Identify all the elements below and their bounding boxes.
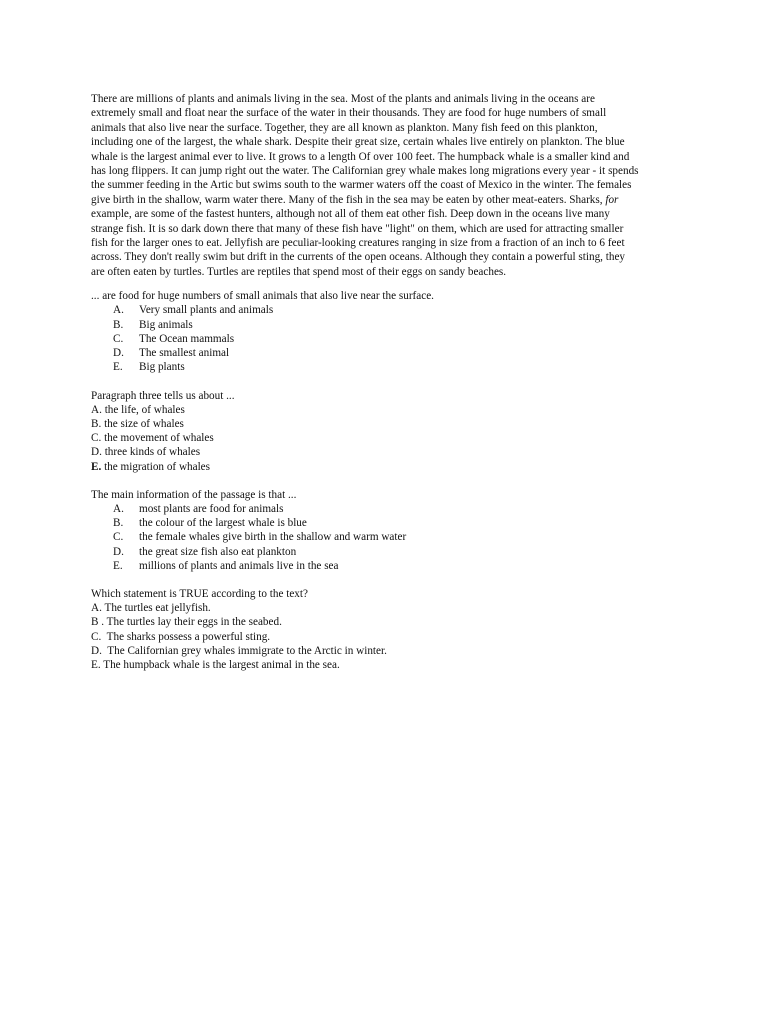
option-letter: A. [113, 304, 124, 317]
option-text: Big animals [139, 318, 193, 331]
answer-option-b[interactable] [91, 516, 691, 530]
option-text: Very small plants and animals [139, 304, 274, 317]
option-text: The turtles eat jellyfish. [101, 602, 211, 615]
answer-option-e[interactable] [91, 460, 691, 474]
option-text: millions of plants and animals live in the sea [139, 559, 339, 572]
option-text: The humpback whale is the largest animal in the sea. [100, 658, 340, 671]
answer-options [91, 601, 691, 672]
answer-option-c[interactable] [91, 431, 691, 445]
passage-line: are often eaten by turtles. Turtles are reptiles that spend most of their eggs on sandy beaches. [91, 265, 507, 278]
passage-line: extremely small and float near the surface of the water in their thousands. They are food for huge numbers of small [91, 107, 607, 120]
question-2 [91, 389, 691, 474]
option-letter: E. [91, 658, 101, 671]
option-text: the migration of whales [101, 460, 211, 473]
passage-line [91, 193, 691, 207]
question-3 [91, 488, 691, 573]
option-text: the colour of the largest whale is blue [139, 517, 307, 530]
option-letter: C. [113, 531, 124, 544]
option-letter: D. [91, 446, 102, 459]
answer-option-d[interactable] [91, 346, 691, 360]
passage-line: across. They don't really swim but drift in the currents of the open oceans. Although they contain a powerful sting, they [91, 251, 626, 264]
option-letter: C. [91, 432, 102, 445]
question-1 [91, 289, 691, 374]
answer-options [91, 303, 691, 374]
option-letter: D. [113, 347, 124, 360]
passage-line: There are millions of plants and animals living in the sea. Most of the plants and animals living in the oceans are [91, 93, 595, 105]
passage-line: strange fish. It is so dark down there that many of these fish have "light" on them, which are used for attracting smaller [91, 222, 624, 235]
option-text: Big plants [139, 361, 185, 374]
question-stem: ... are food for huge numbers of small animals that also live near the surface. [91, 290, 434, 303]
option-text: the great size fish also eat plankton [139, 545, 297, 558]
option-letter: C. [91, 630, 102, 643]
option-letter: B. [113, 318, 124, 331]
passage-line: whale is the largest animal ever to live. It grows to a length Of over 100 feet. The humpback whale is a smaller kind and [91, 150, 630, 163]
option-letter: D. [113, 545, 124, 558]
answer-option-c[interactable] [91, 630, 691, 644]
question-stem: Which statement is TRUE according to the text? [91, 587, 308, 600]
option-text: The turtles lay their eggs in the seabed. [104, 616, 282, 629]
question-stem: The main information of the passage is that ... [91, 488, 297, 501]
option-letter: B. [113, 517, 124, 530]
option-letter: C. [113, 332, 124, 345]
option-letter: E. [113, 559, 123, 572]
question-4 [91, 587, 691, 672]
answer-option-b[interactable] [91, 615, 691, 629]
answer-option-c[interactable] [91, 530, 691, 544]
answer-option-e[interactable] [91, 559, 691, 573]
passage-line: has long flippers. It can jump right out the water. The Californian grey whale makes long migrations every year - it spends [91, 165, 639, 178]
passage-line: fish for the larger ones to eat. Jellyfish are peculiar-looking creatures ranging in size from a fraction of an inch to 6 feet [91, 237, 625, 250]
passage-line-text: give birth in the shallow, warm water there. Many of the fish in the sea may be eaten by other meat-eaters. Sharks, [91, 193, 606, 206]
passage-line: including one of the largest, the whale shark. Despite their great size, certain whales live entirely on plankton. The blue [91, 136, 625, 149]
answer-option-b[interactable] [91, 417, 691, 431]
reading-passage [91, 92, 691, 279]
answer-option-a[interactable] [91, 303, 691, 317]
option-text: most plants are food for animals [139, 502, 284, 515]
answer-option-c[interactable] [91, 332, 691, 346]
answer-option-a[interactable] [91, 403, 691, 417]
answer-option-d[interactable] [91, 644, 691, 658]
option-text: three kinds of whales [101, 446, 201, 459]
question-stem: Paragraph three tells us about ... [91, 389, 235, 402]
answer-option-d[interactable] [91, 545, 691, 559]
answer-options [91, 502, 691, 573]
option-letter: A. [113, 502, 124, 515]
passage-line: example, are some of the fastest hunters, although not all of them eat other fish. Deep down in the oceans live many [91, 208, 610, 221]
option-letter: E. [113, 361, 123, 374]
option-text: The smallest animal [139, 347, 230, 360]
document-page [91, 92, 691, 672]
option-letter: E. [91, 460, 102, 473]
passage-line: the summer feeding in the Artic but swims south to the warmer waters off the coast of Mexico in the winter. The females [91, 179, 632, 192]
option-text: the female whales give birth in the shallow and warm water [139, 531, 407, 544]
option-text: the movement of whales [101, 432, 214, 445]
option-letter: A. [91, 403, 102, 416]
option-text: the size of whales [101, 417, 184, 430]
option-text: The Californian grey whales immigrate to the Arctic in winter. [101, 644, 387, 657]
option-text: The Ocean mammals [139, 332, 235, 345]
option-letter: A. [91, 602, 102, 615]
option-letter: D. [91, 644, 102, 657]
option-letter: B . [91, 616, 105, 629]
answer-option-a[interactable] [91, 601, 691, 615]
option-text: The sharks possess a powerful sting. [101, 630, 271, 643]
answer-option-a[interactable] [91, 502, 691, 516]
option-text: the life, of whales [101, 403, 185, 416]
answer-option-b[interactable] [91, 318, 691, 332]
italic-word: for [605, 193, 619, 206]
passage-line: animals that also live near the surface. Together, they are all known as plankton. Many fish feed on this plankton, [91, 121, 598, 134]
answer-option-d[interactable] [91, 445, 691, 459]
answer-option-e[interactable] [91, 658, 691, 672]
answer-option-e[interactable] [91, 360, 691, 374]
option-letter: B. [91, 417, 102, 430]
answer-options [91, 403, 691, 474]
